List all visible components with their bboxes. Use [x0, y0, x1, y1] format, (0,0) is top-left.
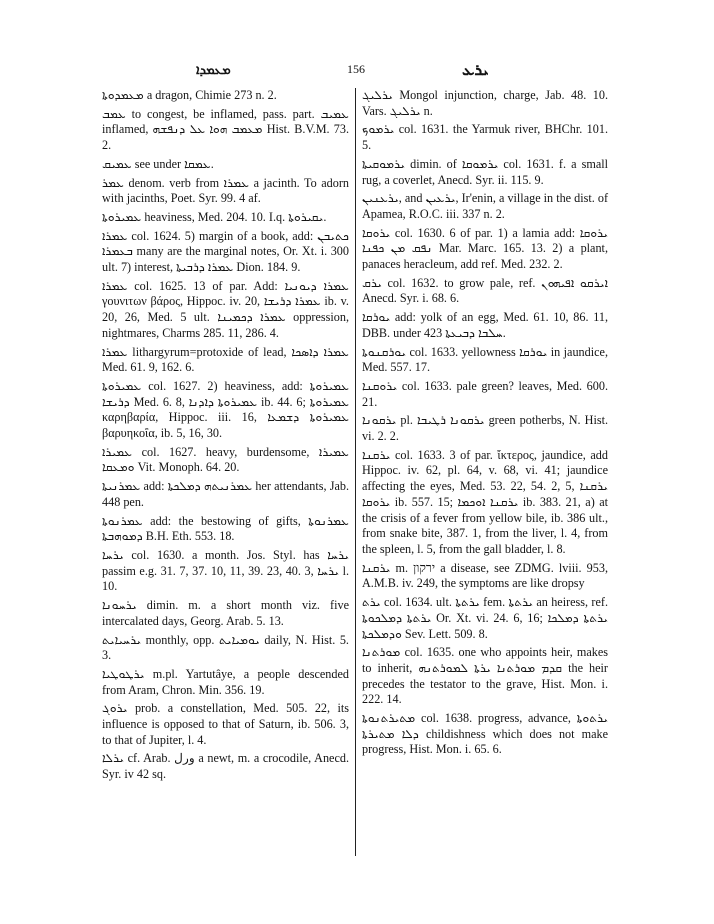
dictionary-entry: ܝܪܩܘܢܐ pl. ܝܪܩܘܢܐ ܪܛܝܒܐ green potherbs, N. Hist. vi. 2. 2.	[362, 413, 609, 444]
page-number: 156	[347, 62, 365, 76]
dictionary-entry: ܥܡܝܪܘܬܐ col. 1627. 2) heaviness, add: ܥܡܝܪܘܬܐ ܕܪܝܫܐ Med. 6. 8, ܥܡܝܪܘܬܐ ܕܐܕܢܐ ib. 44. 6; ܥܡܝܪܘܬܐ καρηβαρία, Hippoc. iii. 16, ܥܡܝܪܘܬܐ ܕܫܡܥܐ βαρυηκοΐα, ib. 5, 16, 30.	[102, 378, 350, 441]
dictionary-entry: ܥܡܪܐ lithargyrum=protoxide of lead, ܥܡܪܐ ܕܐܣܟܐ Med. 61. 9, 162. 6.	[102, 344, 349, 375]
dictionary-entry: ܝܪܘܩܐ col. 1630. 6 of par. 1) a lamia add: ܝܪܘܩܐ ܢܦܩ ܡܢ ܟܦܢܐ Mar. Marc. 165. 13. 2) a plant, panaces heracleum, add ref. Med. 232. 2.	[362, 225, 608, 272]
dictionary-entry: ܝܪܡܘܟ col. 1631. the Yarmuk river, BHChr. 101. 5.	[362, 122, 608, 153]
dictionary-entry: ܥܡܪܢܘܬܐ add: the bestowing of gifts, ܥܡܪܢܘܬܐ ܕܡܘܗܒܬܐ B.H. Eth. 553. 18.	[102, 513, 349, 544]
running-head-left: ܡܥܡܕܐ	[196, 62, 231, 77]
running-head-right: ܝܪܥ	[462, 62, 489, 79]
dictionary-entry: ܥܡܪܢܝܬܐ add: ܥܡܪܢܝܬܗ ܕܡܠܟܬܐ her attendants, Jab. 448 pen.	[102, 479, 350, 509]
dictionary-entry: ܝܪܩ col. 1632. to grow pale, ref. ܐܝܪܩܘ ܐܦܝܗܘܢ Anecd. Syr. i. 68. 6.	[362, 275, 608, 306]
dictionary-entry: ܝܪܚܐ col. 1630. a month. Jos. Styl. has ܝܪܚܐ passim e.g. 31. 7, 37. 10, 11, 39. 23, 40. 3, ܝܪܚܐ l. 10.	[102, 547, 350, 594]
dictionary-entry: ܝܪܚܘܢܐ dimin. m. a short month viz. five intercalated days, Georg. Arab. 5. 13.	[102, 598, 349, 628]
dictionary-entry: ܝܪܠܝܓ Mongol injunction, charge, Jab. 48. 10. Vars. ܝܪܠܝܓ n.	[362, 88, 608, 118]
dictionary-entry: ܝܪܩܢܐ col. 1633. 3 of par. ἴκτερος, jaundice, add Hippoc. iv. 62, pl. 64, v. 68, vi. 41; jaundice affecting the eyes, Med. 53. 22, 54. 2, 5, ܝܪܩܢܐ ܝܪܘܩܐ ib. 557. 15; ܝܪܩܢܐ ܐܘܟܡܐ ib. 383. 21, a) at the crisis of a fever from yellow bile, ib. 386 ult., from snake bite, 387. 1, from the liver, l. 4, from the spleen, l. 5, from the gall bladder, l. 8.	[362, 447, 609, 556]
dictionary-entry: ܝܘܪܩܐ add: yolk of an egg, Med. 61. 10, 86. 11, DBB. under ܚܠܒܐ ܕܒܝܥܬܐ 423.	[362, 310, 608, 340]
dictionary-entry: ܝܪܛܘܛܝܐ m.pl. Yartutâye, a people descended from Aram, Chron. Min. 356. 19.	[102, 666, 349, 697]
dictionary-entry: ܥܡܒ to congest, be inflamed, pass. part. ܥܡܝܒ inflamed, ܡܥܡܒ ܗܘܐ ܥܠ ܕܢܦܫܗ Hist. B.V.M. 73. 2.	[102, 106, 350, 153]
dictionary-entry: ܝܪܥܢܝܢ, and ܝܪܥܝܢ, Ir'enin, a village in the dist. of Apamea, R.O.C. iii. 337 n. 2.	[362, 191, 609, 221]
dictionary-entry: ܡܘܪܬܢܐ col. 1635. one who appoints heir, makes to inherit, ܩܕܡ ܡܘܪܬܢܐ ܝܪܬܐ ܠܡܘܪܬܢܗ the heir precedes the testator to the grave, Hist. Mon. i. 222. 14.	[362, 645, 608, 707]
dictionary-entry: ܥܡܪ denom. verb from ܥܡܪܐ a jacinth. To adorn with jacinths, Poet. Syr. 99. 4 af.	[102, 175, 349, 206]
dictionary-entry: ܝܘܪܩܢܘܬܐ col. 1633. yellowness ܝܘܪܩܐ in jaundice, Med. 557. 17.	[362, 344, 608, 375]
dictionary-entry: ܝܪܠܐ cf. Arab. ورل a newt, m. a crocodile, Anecd. Syr. iv 42 sq.	[102, 751, 349, 782]
dictionary-entry: ܥܡܝܪܘܬܐ heaviness, Med. 204. 10. I.q. ܝܩܝܪܘܬܐ.	[102, 209, 327, 224]
dictionary-entry: ܥܡܝܪܐ col. 1627. heavy, burdensome, ܥܡܝܪܐ ܘܡܥܩܐ Vit. Monoph. 64. 20.	[102, 444, 349, 475]
dictionary-entry: ܡܥܡܕܘܬܐ a dragon, Chimie 273 n. 2.	[102, 88, 277, 102]
dictionary-entry: ܝܪܬ col. 1634. ult. ܝܪܬܬܐ fem. ܝܪܬܬܐ an heiress, ref. ܝܪܬܬܐ ܕܡܠܟܘܬܐ Or. Xt. vi. 24. 6, 16; ܝܪܬܬܐ ܕܡܠܟܐ ܘܕܡܠܟܬܐ Sev. Lett. 509. 8.	[362, 595, 609, 641]
dictionary-entry: ܝܪܚܝܐܝܬ monthly, opp. ܝܘܡܝܐܝܬ daily, N. Hist. 5. 3.	[102, 632, 349, 663]
dictionary-entry: ܥܡܪܐ col. 1624. 5) margin of a book, add: ܟܬܝܒܢ ܒܥܡܪܐ many are the marginal notes, Or. Xt. i. 300 ult. 7) interest, ܥܡܪܐ ܕܪܒܝܬܐ Dion. 184. 9.	[102, 228, 349, 275]
dictionary-entry: ܝܪܘܩܢܐ col. 1633. pale green? leaves, Med. 600. 21.	[362, 378, 608, 409]
dictionary-entry: ܥܡܝܩ see under ܥܡܩܐ.	[102, 156, 214, 171]
dictionary-entry: ܝܪܩܢܐ m. ירקון a disease, see ZDMG. lviii. 953, A.M.B. iv. 249, the symptoms are like dropsy	[362, 560, 608, 591]
column-divider	[355, 88, 356, 856]
dictionary-entry: ܥܡܪܐ col. 1625. 13 of par. Add: ܥܡܪܐ ܕܝܘܢܝܐ γουνιτων βάρος, Hippoc. iv. 20, ܥܡܪܐ ܕܪܝܫܐ ib. v. 20, 26, Med. 5 ult. ܥܡܪܐ ܕܟܡܝܢܐ oppression, nightmares, Charms 285. 11, 286. 4.	[102, 278, 349, 340]
right-column	[362, 88, 608, 758]
dictionary-entry: ܡܬܝܪܬܢܘܬܐ col. 1638. progress, advance, ܝܪܬܘܬܐ ܕܠܐ ܡܬܝܪܬܐ childishness which does not make progress, Hist. Mon. i. 65. 6.	[362, 711, 608, 757]
left-column	[102, 88, 349, 783]
dictionary-entry: ܝܪܡܘܩܝܬܐ dimin. of ܝܪܡܘܩܐ col. 1631. f. a small rug, a coverlet, Anecd. Syr. ii. 115. 9.	[362, 156, 609, 187]
dictionary-entry: ܝܪܘܓ prob. a constellation, Med. 505. 22, its influence is opposed to that of Saturn, ib. 506. 3, to that of Jupiter, l. 4.	[102, 701, 349, 747]
